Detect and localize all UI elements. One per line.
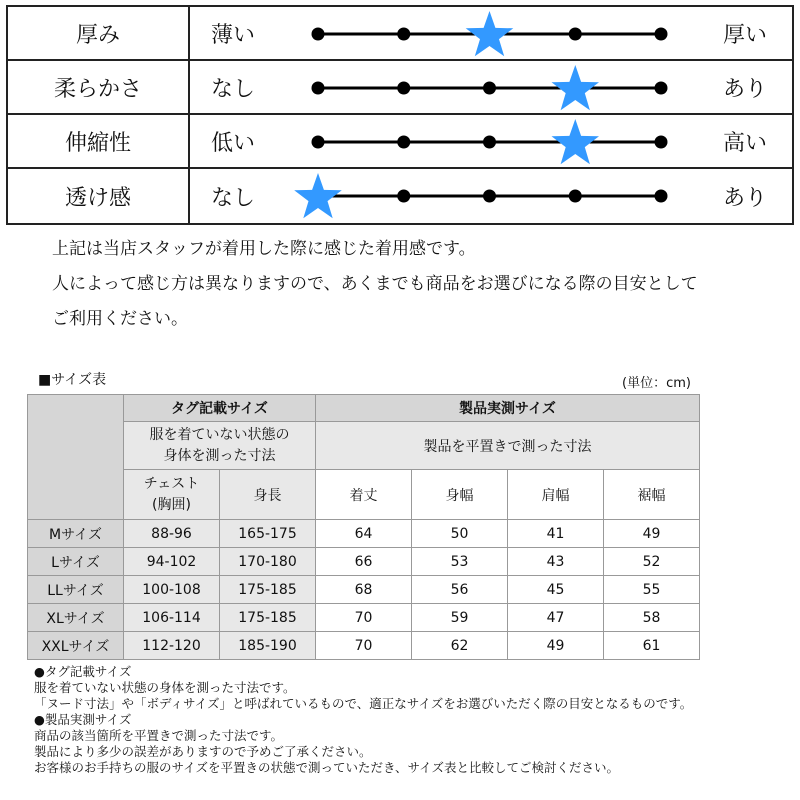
feel-max-label: 厚い xyxy=(723,22,768,48)
body-width-cell: 62 xyxy=(412,632,508,660)
scale-dot xyxy=(397,28,410,41)
table-row xyxy=(28,632,700,660)
size-table xyxy=(27,394,700,660)
scale-dot xyxy=(312,136,325,149)
footnote-line: 服を着ていない状態の身体を測った寸法です。 xyxy=(34,680,296,695)
col-hem: 裾幅 xyxy=(604,470,700,520)
tag-desc-line: 身体を測った寸法 xyxy=(163,447,276,464)
note-line: 人によって感じ方は異なりますので、あくまでも商品をお選びになる際の目安として xyxy=(52,274,698,294)
hem-cell: 52 xyxy=(604,548,700,576)
feel-min-label: 低い xyxy=(211,130,256,156)
scale-dot xyxy=(569,28,582,41)
note-line: ご利用ください。 xyxy=(52,309,188,329)
scale-star-icon xyxy=(552,65,600,110)
size-footnotes xyxy=(34,664,692,776)
table-row xyxy=(28,548,700,576)
table-header-row xyxy=(28,395,700,422)
shoulder-cell: 47 xyxy=(508,604,604,632)
table-header-row xyxy=(28,422,700,470)
footnote-line: お客様のお手持ちの服のサイズを平置きの状態で測っていただき、サイズ表と比較してご検討ください。 xyxy=(34,760,620,775)
body-width-cell: 59 xyxy=(412,604,508,632)
chest-cell: 106-114 xyxy=(124,604,220,632)
scale-dot xyxy=(655,82,668,95)
hem-cell: 55 xyxy=(604,576,700,604)
col-shoulder: 肩幅 xyxy=(508,470,604,520)
shoulder-cell: 43 xyxy=(508,548,604,576)
length-cell: 70 xyxy=(316,604,412,632)
shoulder-cell: 41 xyxy=(508,520,604,548)
feel-row-thickness xyxy=(8,7,792,61)
height-cell: 170-180 xyxy=(220,548,316,576)
scale-star-icon xyxy=(466,11,514,56)
table-column-row xyxy=(28,470,700,520)
scale-dot xyxy=(312,82,325,95)
body-width-cell: 50 xyxy=(412,520,508,548)
note-line: 上記は当店スタッフが着用した際に感じた着用感です。 xyxy=(52,239,476,259)
footnote-heading: ●タグ記載サイズ xyxy=(34,664,132,679)
feel-max-label: 高い xyxy=(723,130,768,156)
size-cell: XLサイズ xyxy=(28,604,124,632)
scale-dot xyxy=(397,82,410,95)
feel-scale xyxy=(8,7,792,59)
feel-scale xyxy=(8,115,792,167)
table-row xyxy=(28,576,700,604)
shoulder-cell: 49 xyxy=(508,632,604,660)
height-cell: 185-190 xyxy=(220,632,316,660)
body-width-cell: 56 xyxy=(412,576,508,604)
col-length: 着丈 xyxy=(316,470,412,520)
size-cell: Mサイズ xyxy=(28,520,124,548)
feel-label: 柔らかさ xyxy=(8,61,190,113)
footnote-heading: ●製品実測サイズ xyxy=(34,712,132,727)
scale-star-icon xyxy=(552,119,600,164)
scale-dot xyxy=(397,136,410,149)
scale-dot xyxy=(483,136,496,149)
col-height: 身長 xyxy=(220,470,316,520)
table-row xyxy=(28,604,700,632)
col-chest-label: チェスト xyxy=(143,475,200,492)
feel-label: 伸縮性 xyxy=(8,115,190,167)
size-table-title: ■サイズ表 xyxy=(38,372,107,388)
footnote-line: 「ヌード寸法」や「ボディサイズ」と呼ばれているもので、適正なサイズをお選びいただく際の目安となるものです。 xyxy=(34,696,693,711)
footnote-line: 商品の該当箇所を平置きで測った寸法です。 xyxy=(34,728,284,743)
col-chest xyxy=(124,470,220,520)
length-cell: 64 xyxy=(316,520,412,548)
tag-size-description xyxy=(124,422,316,470)
scale-dot xyxy=(312,28,325,41)
size-cell: LLサイズ xyxy=(28,576,124,604)
length-cell: 66 xyxy=(316,548,412,576)
actual-size-description: 製品を平置きで測った寸法 xyxy=(316,422,700,470)
feel-row-sheerness xyxy=(8,169,792,223)
height-cell: 175-185 xyxy=(220,604,316,632)
hem-cell: 58 xyxy=(604,604,700,632)
hem-cell: 49 xyxy=(604,520,700,548)
col-body-width: 身幅 xyxy=(412,470,508,520)
feel-max-label: あり xyxy=(723,76,768,102)
body-width-cell: 53 xyxy=(412,548,508,576)
feel-scale xyxy=(8,61,792,113)
footnote-line: 製品により多少の誤差がありますので予めご了承ください。 xyxy=(34,744,372,759)
shoulder-cell: 45 xyxy=(508,576,604,604)
scale-dot xyxy=(483,82,496,95)
feel-row-softness xyxy=(8,61,792,115)
hem-cell: 61 xyxy=(604,632,700,660)
feel-min-label: 薄い xyxy=(211,22,256,48)
feel-chart xyxy=(6,5,794,225)
scale-star-icon xyxy=(294,173,342,218)
height-cell: 175-185 xyxy=(220,576,316,604)
feel-row-stretch xyxy=(8,115,792,169)
feel-note xyxy=(52,232,698,337)
feel-label: 透け感 xyxy=(8,169,190,223)
length-cell: 70 xyxy=(316,632,412,660)
height-cell: 165-175 xyxy=(220,520,316,548)
size-table-unit: (単位：cm) xyxy=(622,376,691,391)
feel-min-label: なし xyxy=(211,185,256,211)
feel-label: 厚み xyxy=(8,7,190,59)
chest-cell: 100-108 xyxy=(124,576,220,604)
size-cell: XXLサイズ xyxy=(28,632,124,660)
feel-scale xyxy=(8,169,792,223)
length-cell: 68 xyxy=(316,576,412,604)
size-cell: Lサイズ xyxy=(28,548,124,576)
chest-cell: 88-96 xyxy=(124,520,220,548)
scale-dot xyxy=(483,190,496,203)
chest-cell: 112-120 xyxy=(124,632,220,660)
tag-desc-line: 服を着ていない状態の xyxy=(149,426,290,443)
table-row xyxy=(28,520,700,548)
scale-dot xyxy=(655,28,668,41)
tag-size-header: タグ記載サイズ xyxy=(124,395,316,422)
scale-dot xyxy=(655,136,668,149)
scale-dot xyxy=(569,190,582,203)
feel-max-label: あり xyxy=(723,185,768,211)
col-chest-sub: (胸囲) xyxy=(152,496,191,513)
scale-dot xyxy=(655,190,668,203)
scale-dot xyxy=(397,190,410,203)
actual-size-header: 製品実測サイズ xyxy=(316,395,700,422)
size-header-corner xyxy=(28,395,124,520)
feel-min-label: なし xyxy=(211,76,256,102)
chest-cell: 94-102 xyxy=(124,548,220,576)
